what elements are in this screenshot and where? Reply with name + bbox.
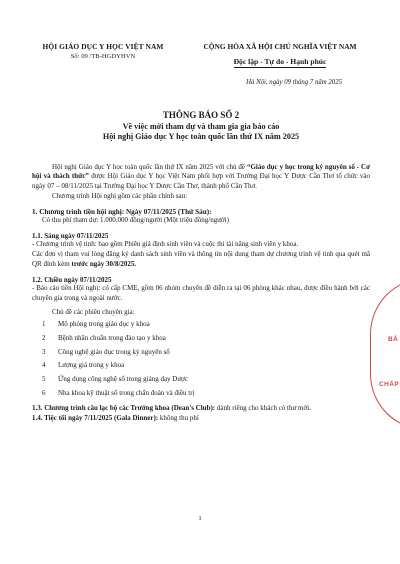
topic-number: 4: [42, 361, 46, 370]
section-1-fee: Có thu phí tham dự: 1.000.000 đồng/người (Một triệu đồng/người): [42, 216, 229, 225]
section-1-3-heading: 1.3. Chương trình câu lạc bộ các Trưởng khoa (Dean's Club):: [32, 403, 216, 412]
list-item: [36, 388, 370, 399]
conference-theme: “Giáo dục y học trong kỷ nguyên số - Cơ hội và thách thức”: [32, 162, 370, 181]
national-motto: Độc lập - Tự do - Hạnh phúc: [233, 57, 327, 66]
topic-title: Mô phỏng trong giáo dục y khoa: [58, 319, 150, 328]
section-1-2-line-1: - Báo cáo tiền Hội nghị: có cấp CME, gồm 06 nhóm chuyên đề diễn ra tại 06 phòng khác nhau, được điều hành bởi các chuyên gia trong và ngoài nước.: [32, 284, 370, 302]
section-1-4-text: không thu phí: [158, 413, 199, 422]
list-item: [36, 333, 370, 344]
topic-number: 6: [42, 389, 46, 398]
topic-number: 3: [42, 347, 46, 356]
section-1-1-line-1: - Chương trình vệ tinh: bao gồm Phiên giá định sinh viên và cuộc thi tài năng sinh viên y khoa.: [32, 240, 299, 249]
topics-list: [36, 319, 370, 399]
national-title: CỘNG HÒA XÃ HỘI CHỦ NGHĨA VIỆT NAM: [203, 42, 357, 51]
topic-number: 5: [42, 375, 46, 384]
topics-intro: Chủ đề các phiên chuyên gia:: [52, 307, 135, 316]
section-1-3: [32, 404, 370, 414]
intro-text-a: Hội nghị Giáo dục Y học toàn quốc lần thứ IX năm 2025 với chủ đề: [52, 162, 247, 171]
topic-title: Lượng giá trong y khoa: [58, 361, 125, 370]
list-item: [36, 347, 370, 358]
program-intro: Chương trình Hội nghị gồm các phần chính sau:: [52, 192, 188, 201]
page-number: 1: [198, 515, 202, 522]
registration-deadline: trước ngày 30/8/2025.: [71, 260, 137, 269]
section-1-3-text: dành riêng cho khách có thư mời.: [215, 403, 311, 412]
document-header: [32, 42, 370, 69]
section-1-4-heading: 1.4. Tiệc tối ngày 7/11/2025 (Gala Dinner):: [32, 413, 159, 422]
document-subtitle-1: Về việc mời tham dự và tham gia gia báo cáo: [122, 122, 280, 131]
list-item: [36, 360, 370, 371]
document-number: Số: 09 /TB-HGDYHVN: [70, 53, 136, 60]
section-1-4: [32, 414, 370, 424]
list-item: [36, 319, 370, 330]
stamp-text-1: BẢ: [388, 336, 399, 343]
topic-number: 1: [42, 319, 46, 328]
section-1-1-heading: 1.1. Sáng ngày 07/11/2025: [32, 232, 109, 241]
document-title: THÔNG BÁO SỐ 2: [162, 110, 240, 120]
header-right: [190, 42, 370, 69]
document-subtitle-2: Hội nghị Giáo dục Y học toàn quốc lần thứ IX năm 2025: [102, 132, 300, 142]
document-date: Hà Nội, ngày 09 tháng 7 năm 2025: [246, 79, 342, 86]
stamp-text-2: CHẤP: [379, 381, 400, 388]
topic-title: Công nghệ giáo dục trong kỷ nguyên số: [58, 347, 170, 356]
intro-paragraph: [32, 163, 370, 193]
section-1-heading: 1. Chương trình tiền hội nghị: Ngày 07/11/2025 (Thứ Sáu):: [32, 208, 212, 217]
topic-title: Bệnh nhân chuẩn trong đào tạo y khoa: [58, 333, 166, 342]
intro-text-b: được Hội Giáo dục Y học Việt Nam phối hợp với Trường Đại học Y Dược Cần Thơ tổ chức vào ngày 07 – 08/11/2025 tại Trường Đại học Y Dược Cần Thơ, thành phố Cần Thơ.: [32, 172, 371, 191]
registration-text: Các đơn vị tham vui lòng đăng ký danh sách sinh viên và thông tin nội dung tham dự chương trình vệ tinh qua quét mã QR đính kèm: [32, 250, 370, 269]
topic-title: Ứng dụng công nghệ số trong giảng dạy Dược: [58, 375, 188, 384]
organization-name: HỘI GIÁO DỤC Y HỌC VIỆT NAM: [42, 42, 164, 51]
topic-number: 2: [42, 333, 46, 342]
topic-title: Nha khoa kỹ thuật số trong chẩn đoán và điều trị: [58, 389, 195, 398]
section-1-1-line-2: [32, 250, 370, 270]
section-1-2-heading: 1.2. Chiều ngày 07/11/2025: [32, 276, 112, 284]
header-left: [32, 42, 174, 60]
list-item: [36, 374, 370, 385]
